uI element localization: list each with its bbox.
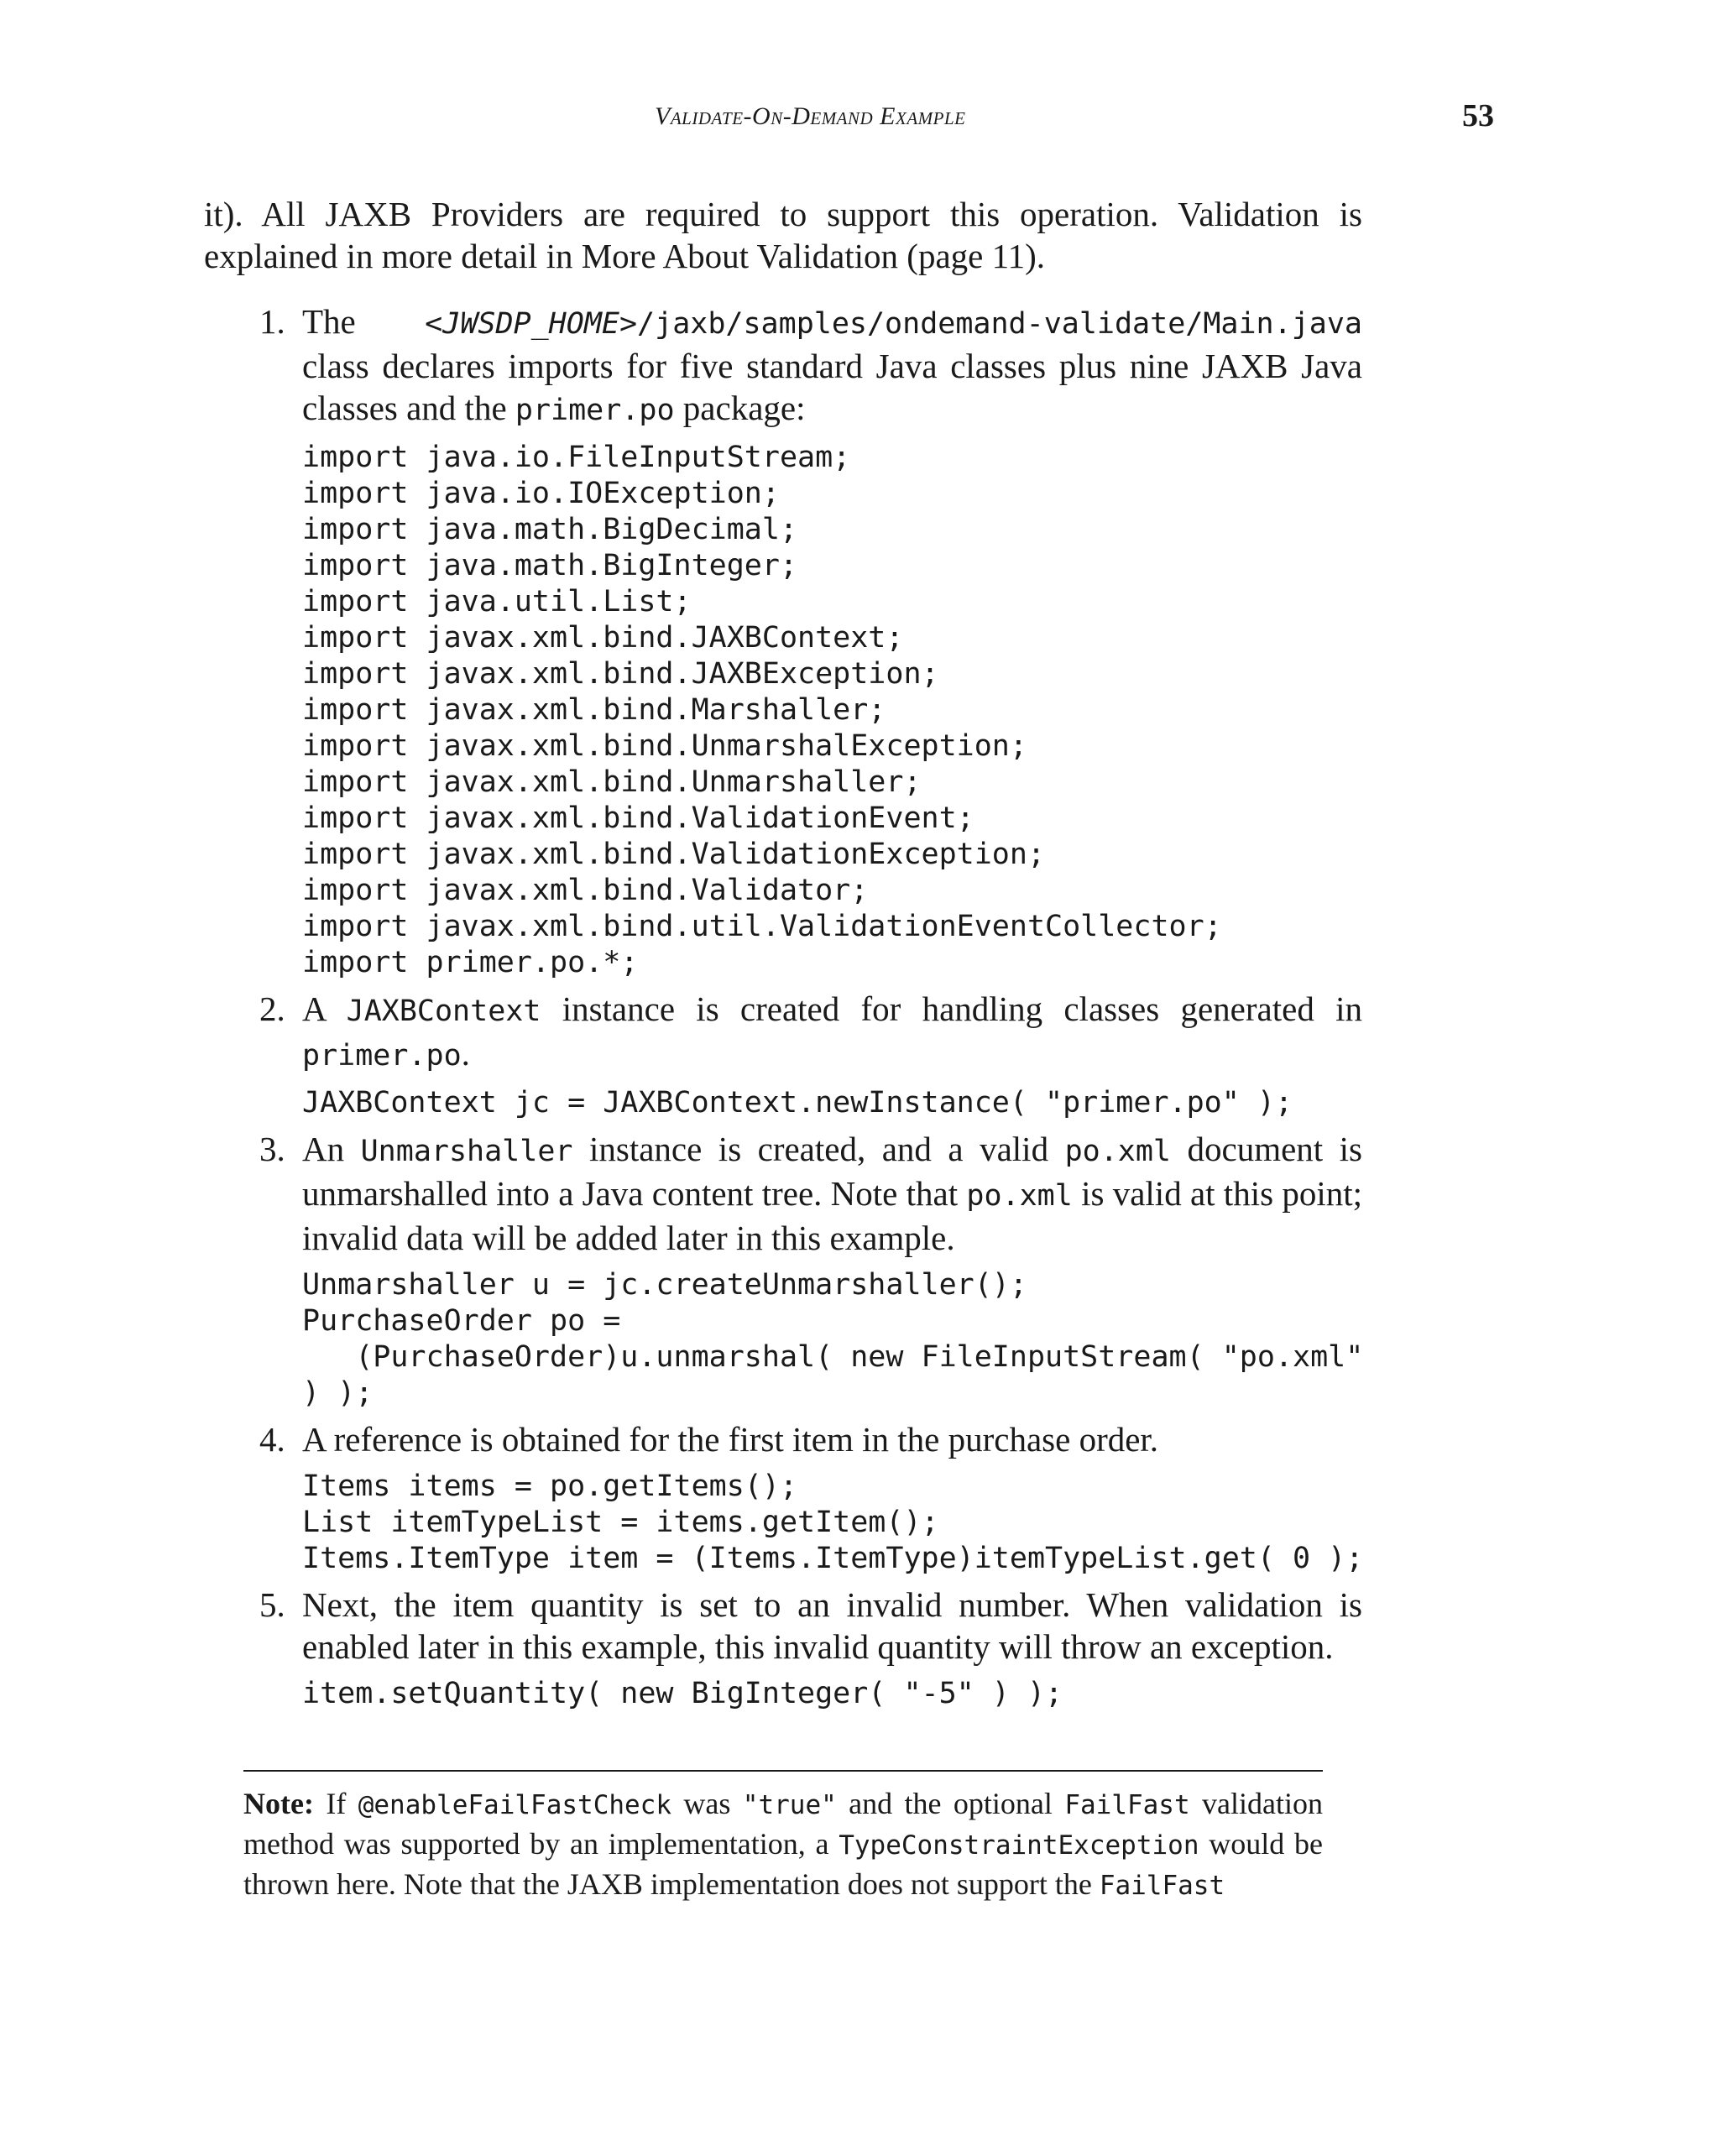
code-line: import javax.xml.bind.Validator; — [302, 874, 869, 907]
code-block — [302, 1469, 1362, 1577]
step-number: 1. — [259, 302, 285, 341]
step-number: 3. — [259, 1130, 285, 1168]
code-line: Unmarshaller u = jc.createUnmarshaller(); — [302, 1268, 1027, 1302]
code-placeholder: <JWSDP_HOME> — [425, 307, 638, 341]
step-text-run: . — [461, 1034, 470, 1073]
step-text — [302, 1128, 1362, 1259]
inline-code: primer.po — [302, 1039, 462, 1073]
code-line: import java.math.BigDecimal; — [302, 513, 798, 546]
code-block — [302, 440, 1362, 981]
step-text — [302, 1584, 1362, 1668]
inline-code: TypeConstraintException — [839, 1830, 1199, 1861]
note-box — [243, 1784, 1323, 1905]
inline-code: FailFast — [1099, 1871, 1225, 1901]
code-line: List itemTypeList = items.getItem(); — [302, 1506, 939, 1539]
code-line: import java.math.BigInteger; — [302, 549, 798, 582]
code-line: import java.util.List; — [302, 585, 692, 619]
note-text-run: and the optional — [836, 1787, 1065, 1820]
step-text-run: class declares imports for five standard Java classes plus nine JAXB Java classes and the — [302, 347, 1362, 427]
note-text-run: was — [671, 1787, 743, 1820]
step-text-run: package: — [674, 389, 806, 427]
code-line: Items.ItemType item = (Items.ItemType)itemTypeList.get( 0 ); — [302, 1542, 1364, 1575]
code-line: import javax.xml.bind.Unmarshaller; — [302, 765, 922, 799]
running-title: Validate-On-Demand Example — [655, 102, 966, 130]
step-number: 5. — [259, 1585, 285, 1624]
code-line: import java.io.IOException; — [302, 477, 780, 510]
code-line: import javax.xml.bind.JAXBException; — [302, 657, 939, 691]
inline-code: po.xml — [1064, 1135, 1171, 1168]
step-text — [302, 300, 1362, 431]
code-line: JAXBContext jc = JAXBContext.newInstance( "primer.po" ); — [302, 1086, 1293, 1120]
code-line: import java.io.FileInputStream; — [302, 441, 851, 474]
step-text — [302, 988, 1362, 1077]
inline-code: FailFast — [1064, 1790, 1190, 1820]
step-1 — [204, 300, 1362, 981]
code-line: (PurchaseOrder)u.unmarshal( new FileInputStream( "po.xml" — [302, 1340, 1364, 1374]
step-text — [302, 1418, 1362, 1460]
inline-code: po.xml — [966, 1179, 1073, 1213]
step-text-run: A reference is obtained for the first item in the purchase order. — [302, 1420, 1159, 1459]
code-line: import primer.po.*; — [302, 946, 639, 979]
note-text-run: would be thrown here. Note that the JAXB implementation does not support the — [243, 1827, 1323, 1901]
code-line: ) ); — [302, 1376, 374, 1410]
step-text-run: instance is created, and a valid — [572, 1130, 1065, 1168]
inline-code: primer.po — [515, 394, 675, 427]
inline-code: "true" — [742, 1790, 837, 1820]
code-line: import javax.xml.bind.ValidationException; — [302, 838, 1046, 871]
code-line: Items items = po.getItems(); — [302, 1470, 798, 1503]
note-label: Note: — [243, 1787, 314, 1820]
step-text-run: document is unmarshalled into a Java content tree. Note that — [302, 1130, 1363, 1213]
step-text-run: The — [302, 302, 426, 341]
code-line: PurchaseOrder po = — [302, 1304, 621, 1338]
inline-code: JAXBContext — [346, 994, 541, 1028]
step-text-run: instance is created for handling classes generated in — [541, 989, 1362, 1028]
page-number: 53 — [1462, 98, 1494, 133]
code-line: import javax.xml.bind.JAXBContext; — [302, 621, 904, 655]
step-5 — [204, 1584, 1362, 1712]
code-line: import javax.xml.bind.util.ValidationEventCollector; — [302, 910, 1222, 943]
code-line: item.setQuantity( new BigInteger( "-5" ) ); — [302, 1677, 1063, 1710]
step-text-run: Next, the item quantity is set to an invalid number. When validation is enabled later in this example, this invalid quantity will throw an exception. — [302, 1585, 1362, 1666]
step-4 — [204, 1418, 1362, 1577]
note-divider — [243, 1770, 1323, 1772]
note-text-run: If — [313, 1787, 358, 1820]
step-2 — [204, 988, 1362, 1121]
code-block — [302, 1676, 1362, 1712]
step-text-run: An — [302, 1130, 361, 1168]
inline-code: Unmarshaller — [360, 1135, 573, 1168]
code-block — [302, 1267, 1362, 1412]
code-line: import javax.xml.bind.ValidationEvent; — [302, 801, 974, 835]
step-text-run: A — [302, 989, 347, 1028]
step-text-run: is valid at this point; invalid data will be added later in this example. — [302, 1174, 1362, 1257]
step-number: 4. — [259, 1420, 285, 1459]
note-text-run: validation method was supported by an implementation, a — [243, 1787, 1323, 1861]
intro-paragraph: it). All JAXB Providers are required to support this operation. Validation is explained in more detail in More About Validation (page 11). — [204, 195, 1362, 275]
step-3 — [204, 1128, 1362, 1412]
code-line: import javax.xml.bind.Marshaller; — [302, 693, 886, 727]
inline-code: @enableFailFastCheck — [358, 1790, 672, 1820]
inline-code: /jaxb/samples/ondemand-validate/Main.java — [637, 307, 1362, 341]
code-block — [302, 1085, 1362, 1121]
step-number: 2. — [259, 989, 285, 1028]
step-list — [204, 300, 1362, 1719]
code-line: import javax.xml.bind.UnmarshalException; — [302, 729, 1027, 763]
running-head — [0, 98, 1719, 139]
